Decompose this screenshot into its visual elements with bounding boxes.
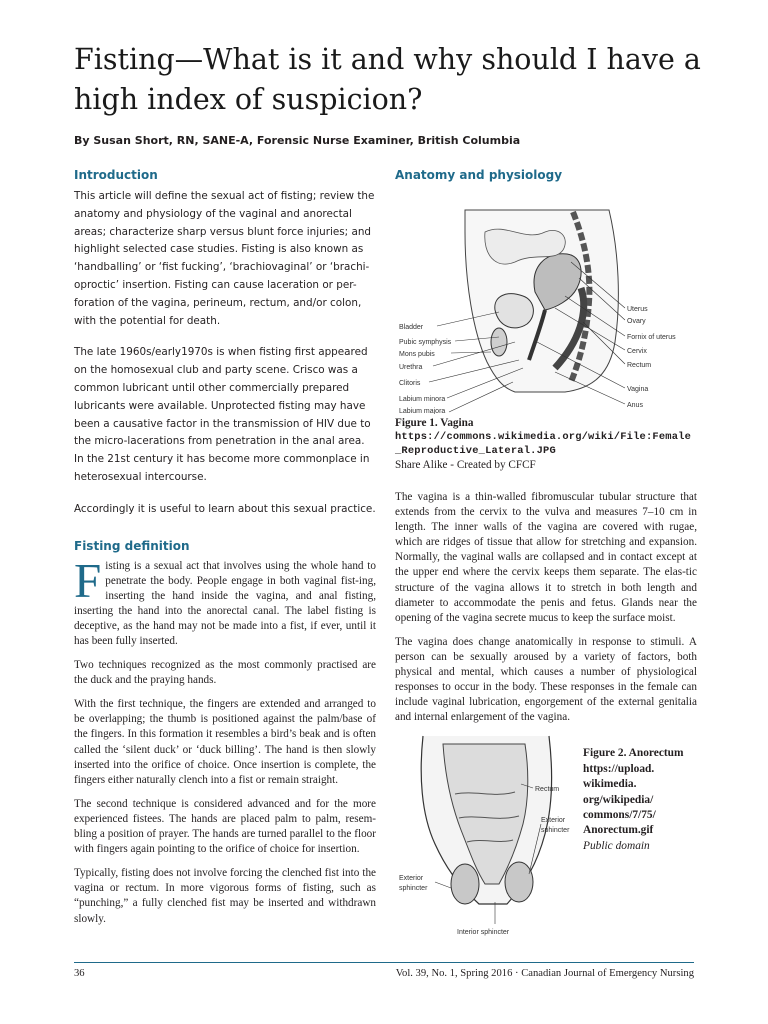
footer-rule: [74, 962, 694, 963]
label-labium-majora: Labium majora: [399, 408, 446, 414]
figure-2-caption-title: Figure 2. Anorectum https://upload. wikimedia. org/wikipedia/ commons/7/75/ Anorectum.gif: [583, 747, 684, 837]
figure-2-caption: [583, 746, 699, 854]
figure-1-caption-title: Figure 1. Vagina: [395, 417, 474, 429]
intro-heading: Introduction: [74, 168, 158, 182]
label-interior-sphincter: Interior sphincter: [457, 929, 510, 937]
label-mons-pubis: Mons pubis: [399, 351, 435, 358]
label-bladder: Bladder: [399, 324, 424, 331]
label-exterior-sphincter-left-2: sphincter: [399, 885, 428, 893]
definition-heading: Fisting definition: [74, 538, 190, 553]
left-column: [74, 166, 376, 936]
figure-2-anorectum: [395, 734, 697, 944]
label-rectum: Rectum: [627, 362, 652, 369]
label-anus: Anus: [627, 402, 643, 409]
label-exterior-sphincter-right-1: Exterior: [541, 817, 566, 825]
drop-cap: F: [74, 552, 102, 608]
figure-1-caption: [395, 416, 697, 472]
right-column: [395, 166, 697, 944]
intro-paragraph-2: The late 1960s/early1970s is when fisting first appeared on the homosexual club and party scene. Crisco was a common lubricant until other commercially prepared lubricants were available. Unprotected fisting may have been a causative factor in the transmission of HIV due to the micro-lacerations from penetration in the anal area. In the 21st century it has become more commonplace in heterosexual intercourse.: [74, 346, 371, 483]
label-clitoris: Clitoris: [399, 380, 421, 387]
journal-citation: Vol. 39, No. 1, Spring 2016 · Canadian Journal of Emergency Nursing: [395, 968, 694, 979]
vagina-paragraph-2: The vagina does change anatomically in response to stimuli. A person can be sexually aroused by a variety of factors, both physical and mental, which causes a number of physiological responses to occur in the body. These responses in the female can include vaginal lubrication, engorgement of the external genitalia and internal enlargement of the vagina.: [395, 635, 697, 724]
figure-1-illustration: [395, 192, 697, 414]
definition-paragraph-1-text: isting is a sexual act that involves using the whole hand to penetrate the body. People engage in both vaginal fist-ing, inserting the hand inside the vagina, and anal fisting, inserting the hand into the anorectal canal. The label fisting is deceptive, as the hand may not be made into a fist, if ever, until it has been fully inserted.: [74, 559, 376, 648]
label-pubic-symphysis: Pubic symphysis: [399, 339, 452, 346]
intro-paragraph-1: This article will define the sexual act of fisting; review the anatomy and physiology of the vaginal and anorectal areas; characterize sharp versus blunt force injuries; and highlight selected case studies. Fisting is also known as ‘handballing’ or ‘fist fucking’, ‘brachiovaginal’ or ‘brachi-oproctic’ insertion. Fisting can cause laceration or per-foration of the vagina, perineum, rectum, and/or colon, with the potential for death.: [74, 190, 375, 327]
article-title: Fisting—What is it and why should I have a high index of suspicion?: [74, 43, 701, 116]
byline: By Susan Short, RN, SANE-A, Forensic Nurse Examiner, British Columbia: [74, 134, 521, 147]
figure-1-caption-url: https://commons.wikimedia.org/wiki/File:Female_Reproductive_Lateral.JPG: [395, 431, 692, 457]
label-ovary: Ovary: [627, 318, 646, 325]
anatomy-heading: Anatomy and physiology: [395, 168, 563, 182]
label-exterior-sphincter-right-2: sphincter: [541, 827, 570, 835]
label-vagina: Vagina: [627, 386, 649, 393]
label-exterior-sphincter-left-1: Exterior: [399, 875, 424, 883]
figure-1-caption-credit: Share Alike - Created by CFCF: [395, 459, 536, 471]
figure-2-illustration: [395, 734, 581, 944]
page-number: 36: [74, 968, 85, 979]
label-rectum: Rectum: [535, 786, 560, 794]
label-fornix: Fornix of uterus: [627, 334, 676, 341]
vagina-paragraph-1: The vagina is a thin-walled fibromuscular tubular structure that extends from the cervix to the vulva and measures 7–10 cm in length. The inner walls of the vagina are covered with rugae, which are ridges of tissue that allow for stretching and expansion. Normally, the vaginal walls are collapsed and in contact except at the upper end where the cervix keeps them separate. The elas-tic structure of the vagina allows it to stretch in both length and diameter to accommodate the penis and fetus. Glands near the opening of the vagina secrete mucus to keep the surface moist.: [395, 491, 697, 624]
definition-paragraph-5: Typically, fisting does not involve forcing the clenched fist into the vagina or rectum. In more vigorous forms of fisting, such as “punching,” a fully clenched fist may be inserted and withdrawn slowly.: [74, 867, 376, 925]
label-labium-minora: Labium minora: [399, 396, 446, 403]
definition-paragraph-2: Two techniques recognized as the most commonly practised are the duck and the praying hands.: [74, 659, 376, 687]
label-uterus: Uterus: [627, 306, 648, 313]
figure-1-vagina-diagram: [395, 192, 697, 414]
figure-2-caption-credit: Public domain: [583, 839, 650, 852]
intro-paragraph-3: Accordingly it is useful to learn about this sexual practice.: [74, 502, 376, 515]
definition-paragraph-4: The second technique is considered advanced and for the more experienced fistees. The hands are placed palm to palm, resem-bling a position of prayer. The hands are turned parallel to the floor with fingers again pointing to the orifice of choice for insertion.: [74, 797, 376, 856]
label-cervix: Cervix: [627, 348, 647, 355]
definition-paragraph-3: With the first technique, the fingers are extended and arranged to be overlapping; the thumb is positioned against the palm/base of the fingers. In this formation it resembles a bird’s beak and is often called the ‘silent duck’ or ‘duck billing’. The hand is then slowly inserted into the orifice of choice. Once insertion is complete, the fingers either naturally clench into a fist or remain straight.: [74, 698, 376, 786]
label-urethra: Urethra: [399, 364, 423, 371]
definition-paragraph-1: [74, 552, 376, 650]
